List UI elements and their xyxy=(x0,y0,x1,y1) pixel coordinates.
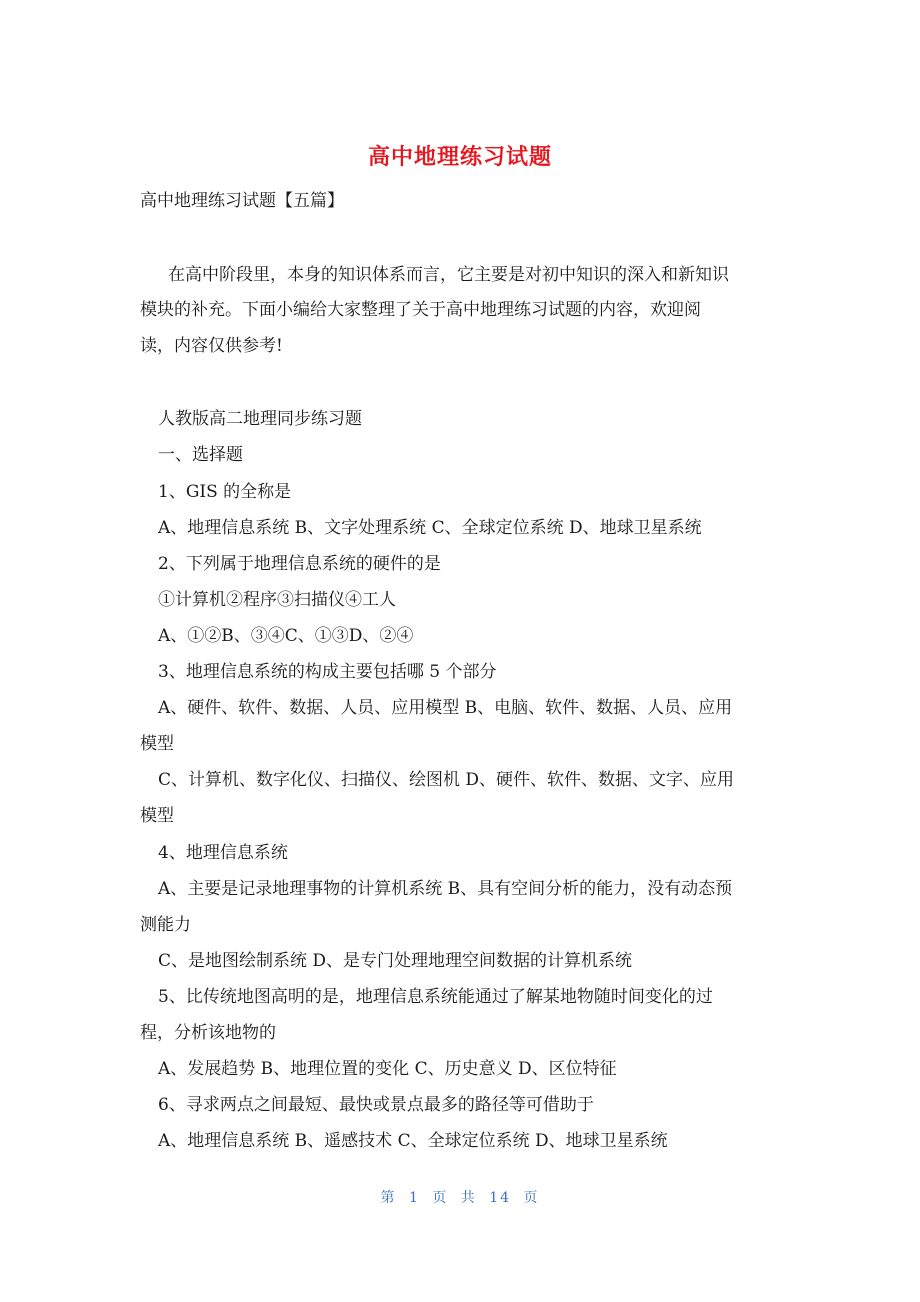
question-line: 4、地理信息系统 xyxy=(158,843,288,863)
intro-line-1: 在高中阶段里，本身的知识体系而言，它主要是对初中知识的深入和新知识 xyxy=(168,265,729,285)
section-heading: 人教版高二地理同步练习题 xyxy=(158,409,362,429)
question-line: 模型 xyxy=(140,806,174,826)
document-title: 高中地理练习试题 xyxy=(367,145,552,170)
document-subtitle: 高中地理练习试题【五篇】 xyxy=(140,191,344,211)
question-line: 程，分析该地物的 xyxy=(140,1023,276,1043)
question-line: 6、寻求两点之间最短、最快或景点最多的路径等可借助于 xyxy=(158,1095,594,1115)
part-heading: 一、选择题 xyxy=(158,445,243,465)
question-line: C、计算机、数字化仪、扫描仪、绘图机 D、硬件、软件、数据、文字、应用 xyxy=(158,770,735,790)
question-line: A、硬件、软件、数据、人员、应用模型 B、电脑、软件、数据、人员、应用 xyxy=(158,698,733,718)
question-line: A、主要是记录地理事物的计算机系统 B、具有空间分析的能力，没有动态预 xyxy=(158,879,733,899)
question-line: A、①②B、③④C、①③D、②④ xyxy=(158,626,414,646)
question-line: 3、地理信息系统的构成主要包括哪 5 个部分 xyxy=(158,662,497,682)
page-indicator: 第 1 页 共 14 页 xyxy=(380,1190,540,1206)
question-line: 2、下列属于地理信息系统的硬件的是 xyxy=(158,554,441,574)
intro-line-3: 读，内容仅供参考! xyxy=(140,336,283,356)
question-line: 1、GIS 的全称是 xyxy=(158,482,292,502)
question-line: 5、比传统地图高明的是，地理信息系统能通过了解某地物随时间变化的过 xyxy=(158,987,713,1007)
question-line: 测能力 xyxy=(140,915,191,935)
question-line: ①计算机②程序③扫描仪④工人 xyxy=(158,590,396,610)
question-line: A、地理信息系统 B、文字处理系统 C、全球定位系统 D、地球卫星系统 xyxy=(158,518,702,538)
question-line: A、地理信息系统 B、遥感技术 C、全球定位系统 D、地球卫星系统 xyxy=(158,1131,668,1151)
question-line: A、发展趋势 B、地理位置的变化 C、历史意义 D、区位特征 xyxy=(158,1059,617,1079)
intro-line-2: 模块的补充。下面小编给大家整理了关于高中地理练习试题的内容，欢迎阅 xyxy=(140,300,701,320)
question-line: 模型 xyxy=(140,734,174,754)
question-line: C、是地图绘制系统 D、是专门处理地理空间数据的计算机系统 xyxy=(158,951,633,971)
